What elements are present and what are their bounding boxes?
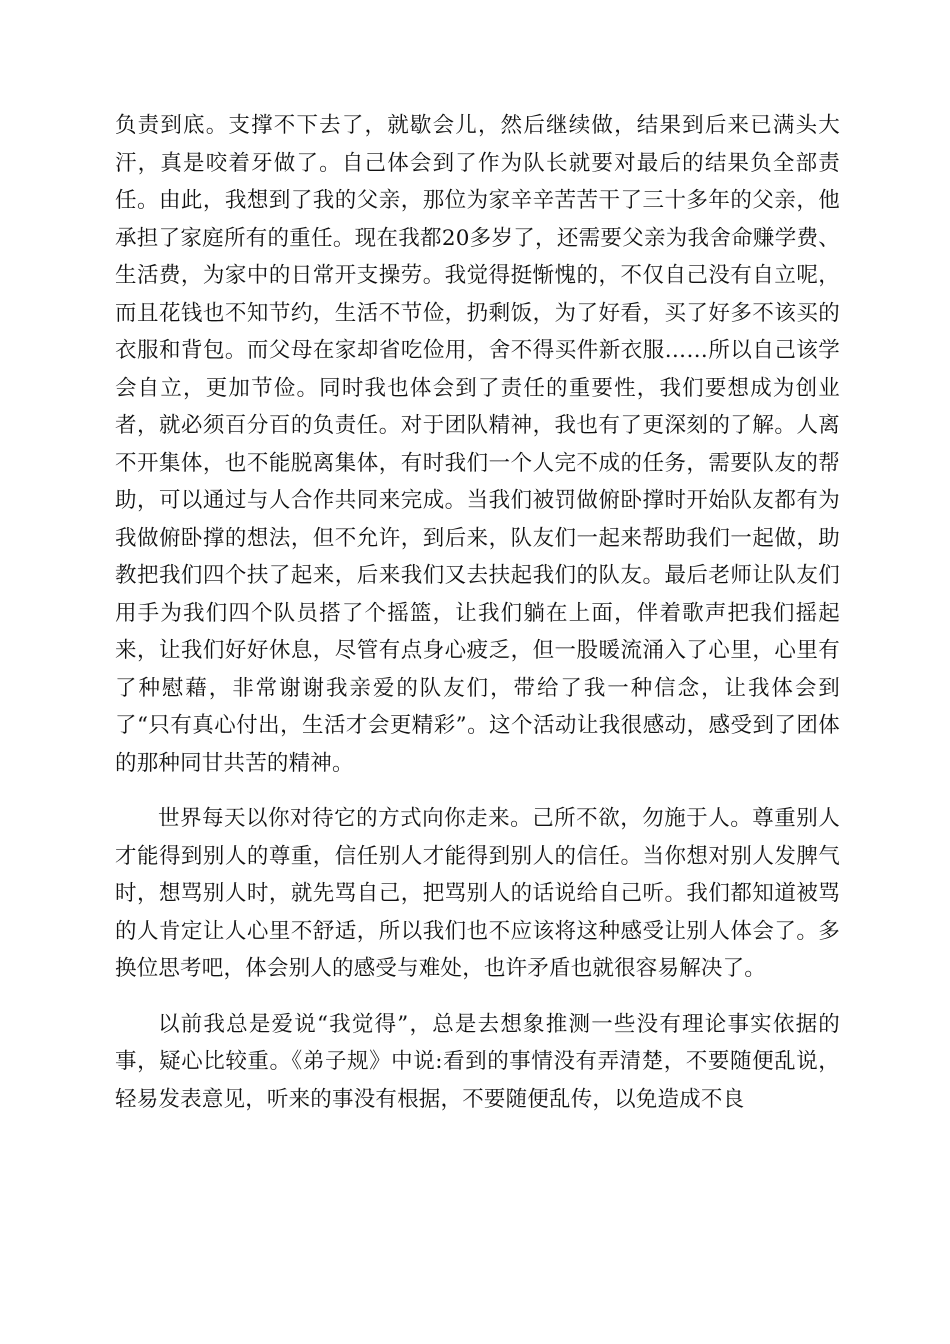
document-body	[115, 107, 840, 1118]
paragraph-3: 以前我总是爱说“我觉得”，总是去想象推测一些没有理论事实依据的事，疑心比较重。《弟子规》中说:看到的事情没有弄清楚，不要随便乱说，轻易发表意见，听来的事没有根据，不要随便乱传，以免造成不良	[115, 1011, 840, 1112]
paragraph-2: 世界每天以你对待它的方式向你走来。己所不欲，勿施于人。尊重别人才能得到别人的尊重，信任别人才能得到别人的信任。当你想对别人发脾气时，想骂别人时，就先骂自己，把骂别人的话说给自己听。我们都知道被骂的人肯定让人心里不舒适，所以我们也不应该将这种感受让别人体会了。多换位思考吧，体会别人的感受与难处，也许矛盾也就很容易解决了。	[115, 806, 840, 981]
paragraph-1: 负责到底。支撑不下去了，就歇会儿，然后继续做，结果到后来已满头大汗，真是咬着牙做了。自己体会到了作为队长就要对最后的结果负全部责任。由此，我想到了我的父亲，那位为家辛辛苦苦干了三十多年的父亲，他承担了家庭所有的重任。现在我都20多岁了，还需要父亲为我舍命赚学费、生活费，为家中的日常开支操劳。我觉得挺惭愧的，不仅自己没有自立呢，而且花钱也不知节约，生活不节俭，扔剩饭，为了好看，买了好多不该买的衣服和背包。而父母在家却省吃俭用，舍不得买件新衣服……所以自己该学会自立，更加节俭。同时我也体会到了责任的重要性，我们要想成为创业者，就必须百分百的负责任。对于团队精神，我也有了更深刻的了解。人离不开集体，也不能脱离集体，有时我们一个人完不成的任务，需要队友的帮助，可以通过与人合作共同来完成。当我们被罚做俯卧撑时开始队友都有为我做俯卧撑的想法，但不允许，到后来，队友们一起来帮助我们一起做，助教把我们四个扶了起来，后来我们又去扶起我们的队友。最后老师让队友们用手为我们四个队员搭了个摇篮，让我们躺在上面，伴着歌声把我们摇起来，让我们好好休息，尽管有点身心疲乏，但一股暖流涌入了心里，心里有了种慰藉，非常谢谢我亲爱的队友们，带给了我一种信念，让我体会到了“只有真心付出，生活才会更精彩”。这个活动让我很感动，感受到了团体的那种同甘共苦的精神。	[115, 113, 840, 776]
